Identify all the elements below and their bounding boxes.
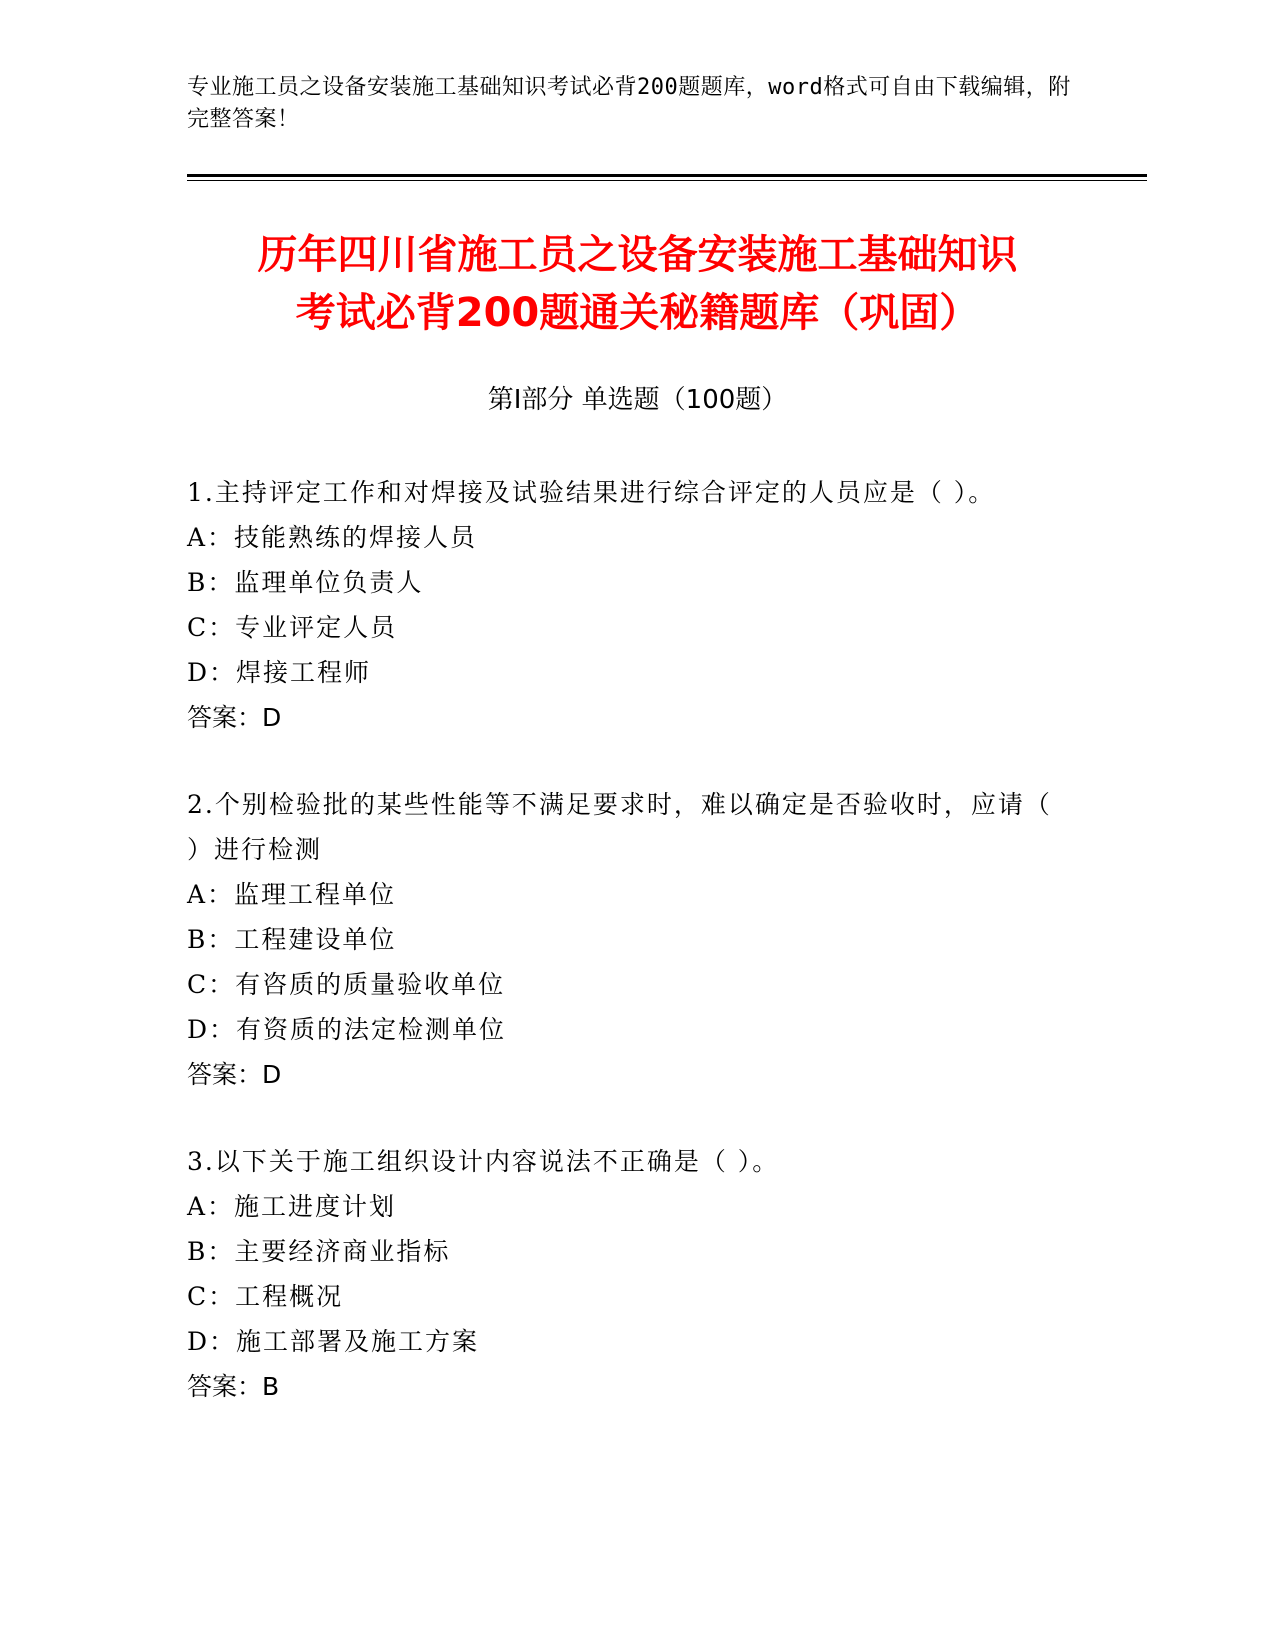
document-title-line-2: 考试必背200题通关秘籍题库（巩固） bbox=[295, 290, 980, 336]
header-divider-thin bbox=[187, 180, 1147, 181]
option-c: C：有咨质的质量验收单位 bbox=[187, 970, 506, 999]
question-1 bbox=[187, 470, 1067, 740]
section-title: 第I部分 单选题（100题） bbox=[487, 385, 788, 415]
question-stem: 3.以下关于施工组织设计内容说法不正确是（ ）。 bbox=[187, 1147, 780, 1176]
header-divider-thick bbox=[187, 174, 1147, 177]
option-a: A：监理工程单位 bbox=[187, 880, 397, 909]
option-c: C：工程概况 bbox=[187, 1282, 344, 1311]
question-stem: 1.主持评定工作和对焊接及试验结果进行综合评定的人员应是（ ）。 bbox=[187, 478, 996, 507]
answer: 答案：D bbox=[187, 703, 282, 732]
question-stem: 2.个别检验批的某些性能等不满足要求时，难以确定是否验收时，应请（ ）进行检测 bbox=[187, 790, 1052, 864]
question-3 bbox=[187, 1139, 1067, 1409]
answer: 答案：B bbox=[187, 1372, 280, 1401]
header-note: 专业施工员之设备安装施工基础知识考试必背200题题库，word格式可自由下载编辑，附完整答案！ bbox=[187, 75, 1071, 132]
option-d: D：有资质的法定检测单位 bbox=[187, 1015, 507, 1044]
option-b: B：监理单位负责人 bbox=[187, 568, 424, 597]
document-title bbox=[150, 226, 1125, 342]
question-2 bbox=[187, 782, 1067, 1097]
answer: 答案：D bbox=[187, 1060, 282, 1089]
option-d: D：焊接工程师 bbox=[187, 658, 372, 687]
option-a: A：技能熟练的焊接人员 bbox=[187, 523, 478, 552]
option-d: D：施工部署及施工方案 bbox=[187, 1327, 480, 1356]
option-b: B：主要经济商业指标 bbox=[187, 1237, 451, 1266]
option-c: C：专业评定人员 bbox=[187, 613, 398, 642]
document-title-line-1: 历年四川省施工员之设备安装施工基础知识 bbox=[257, 232, 1018, 278]
question-list bbox=[187, 470, 1067, 1451]
option-a: A：施工进度计划 bbox=[187, 1192, 397, 1221]
option-b: B：工程建设单位 bbox=[187, 925, 397, 954]
